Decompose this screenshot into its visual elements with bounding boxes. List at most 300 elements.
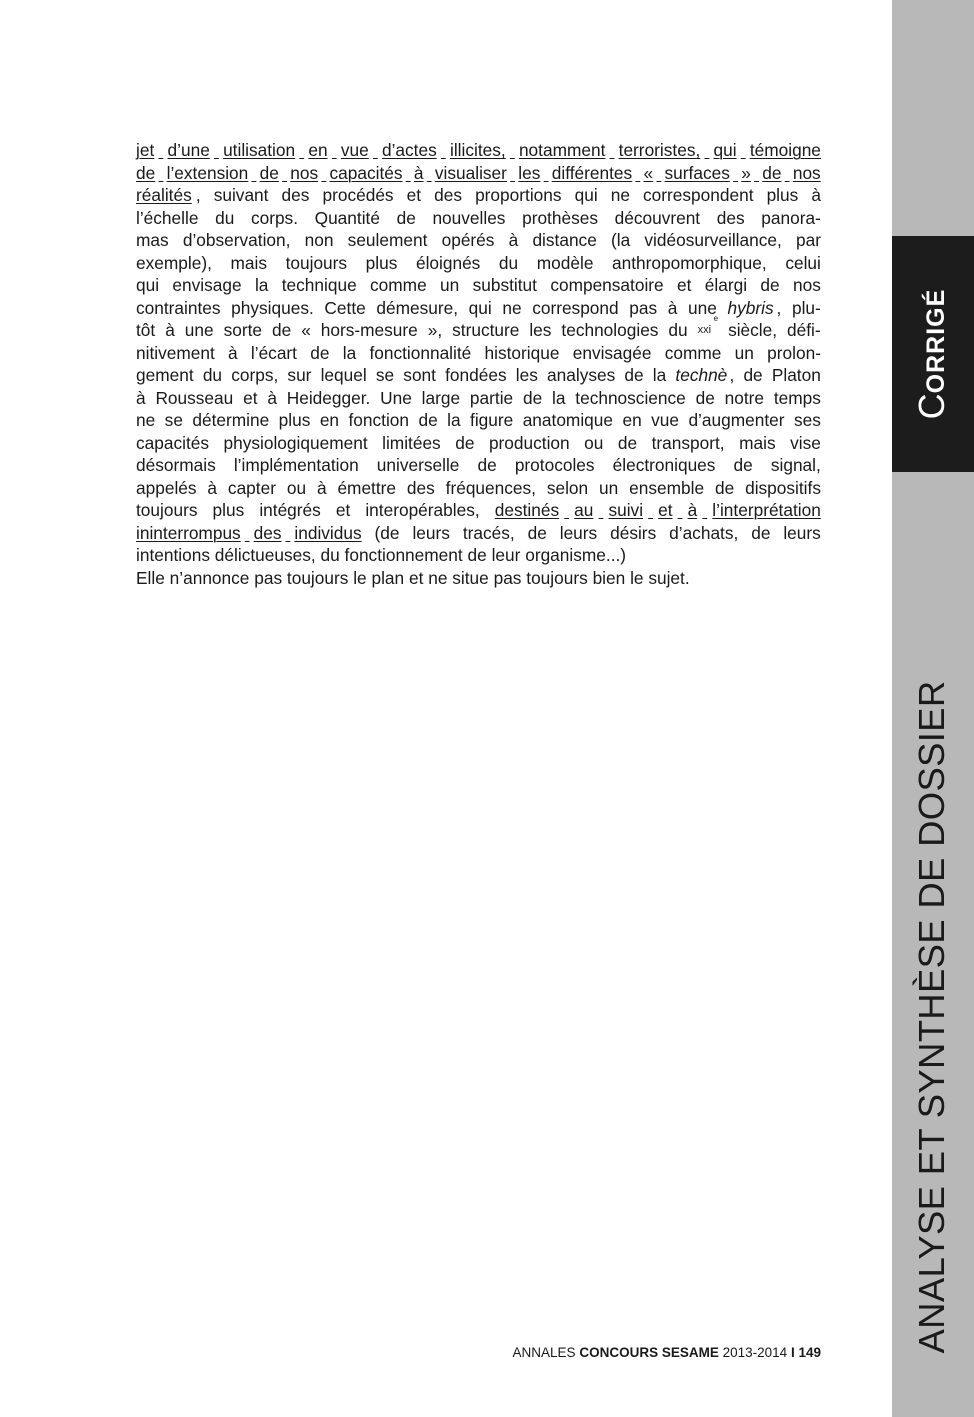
text-word: du — [215, 207, 235, 228]
text-line — [136, 229, 821, 252]
text-word — [204, 207, 209, 230]
text-word: au — [574, 500, 594, 520]
text-word: selon — [546, 477, 589, 498]
text-word — [214, 432, 219, 455]
text-word: se — [375, 365, 395, 385]
text-word: fréquences, — [445, 477, 536, 498]
text-word: une — [688, 297, 717, 318]
footer-concours: CONCOURS SESAME — [579, 1345, 719, 1360]
text-word: élargi — [704, 275, 748, 295]
text-word: et — [658, 500, 673, 520]
text-word: substitut — [472, 275, 537, 295]
text-word — [635, 162, 640, 185]
text-word: de — [522, 387, 543, 408]
text-word — [341, 409, 346, 432]
text-word: désormais — [136, 455, 216, 475]
text-word — [785, 162, 790, 185]
text-word: détermine — [192, 410, 270, 430]
text-word: sur — [287, 365, 312, 385]
text-word: procédés — [322, 185, 394, 205]
text-word: de — [527, 522, 547, 543]
text-word: situe — [452, 567, 489, 588]
text-word: plus — [766, 185, 799, 205]
text-word: partie — [469, 387, 514, 408]
text-word — [784, 274, 789, 297]
text-word — [236, 387, 241, 410]
text-word: plus — [212, 500, 245, 520]
text-word: en — [319, 410, 340, 430]
text-word — [314, 184, 319, 207]
text-word — [660, 297, 665, 320]
text-word: technique — [281, 275, 357, 295]
text-line — [136, 297, 821, 320]
text-word: vue — [651, 410, 679, 430]
text-word: à — [667, 297, 678, 318]
text-word — [438, 477, 443, 500]
text-word — [205, 184, 210, 207]
text-word: plu- — [791, 297, 821, 318]
text-word — [706, 207, 711, 230]
text-word: siècle, — [728, 320, 778, 340]
text-word — [516, 409, 521, 432]
text-word: e — [713, 314, 719, 323]
text-word — [274, 252, 279, 275]
text-word: réalités — [136, 185, 192, 205]
page-footer — [513, 1345, 821, 1360]
text-line — [136, 567, 821, 590]
text-word — [386, 207, 391, 230]
text-word — [148, 387, 153, 410]
text-word: transport, — [651, 432, 725, 453]
text-word — [159, 162, 164, 185]
text-word: signal, — [770, 455, 821, 475]
text-word — [751, 207, 756, 230]
body-text — [136, 139, 821, 589]
text-word — [330, 477, 335, 500]
text-word: de — [396, 207, 416, 228]
text-word — [702, 499, 707, 522]
text-line — [136, 432, 821, 455]
text-word — [634, 184, 639, 207]
text-word — [696, 274, 701, 297]
text-word: analyses — [547, 365, 616, 385]
text-word: à — [165, 320, 175, 340]
text-word — [661, 319, 666, 342]
text-word: et — [406, 185, 422, 205]
text-word — [660, 522, 665, 545]
text-word — [273, 184, 278, 207]
text-word — [648, 499, 653, 522]
text-word — [332, 139, 337, 162]
text-word — [355, 499, 360, 522]
text-word — [608, 432, 613, 455]
text-word — [282, 162, 287, 185]
text-word: défi- — [787, 320, 821, 340]
text-line — [136, 162, 821, 185]
text-word: historique — [484, 342, 560, 363]
text-word — [294, 319, 299, 342]
text-word: en — [308, 140, 328, 160]
text-word — [246, 274, 251, 297]
text-word — [404, 252, 409, 275]
text-word: émettre — [337, 477, 397, 498]
text-word: pas — [493, 567, 522, 588]
text-word: du — [202, 365, 223, 385]
text-word — [599, 499, 604, 522]
text-word: de — [714, 477, 735, 498]
text-word — [668, 274, 673, 297]
text-word — [615, 409, 620, 432]
text-word: la — [652, 365, 667, 385]
text-word: d’actes — [381, 140, 437, 160]
section-title: ANALYSE ET SYNTHÈSE DE DOSSIER — [911, 680, 952, 1354]
text-word: mas — [136, 230, 169, 250]
footer-annales: ANNALES — [512, 1345, 576, 1360]
text-word — [729, 432, 734, 455]
text-word: nos — [792, 275, 821, 295]
text-word: fonctionnalité — [369, 342, 472, 363]
text-word — [454, 522, 459, 545]
text-word — [668, 364, 673, 387]
text-line — [136, 477, 821, 500]
text-word — [286, 522, 291, 545]
text-word: l’extension — [166, 162, 249, 183]
text-word: contraintes — [136, 297, 221, 318]
text-word — [758, 184, 763, 207]
text-word: d’augmenter — [688, 410, 785, 430]
text-word — [422, 207, 427, 230]
text-word: toujours — [136, 500, 198, 520]
text-word: dispositifs — [745, 477, 821, 498]
text-line — [136, 499, 821, 522]
text-word — [398, 184, 403, 207]
text-word: capacités — [136, 432, 210, 453]
text-word: leurs — [412, 522, 450, 543]
text-word — [295, 229, 300, 252]
text-word — [466, 454, 471, 477]
text-word: à — [413, 162, 424, 183]
text-line — [136, 184, 821, 207]
text-word: des — [716, 207, 745, 228]
text-word — [737, 477, 742, 500]
text-word — [774, 252, 779, 275]
text-word: toujours — [285, 252, 348, 273]
text-word — [499, 229, 504, 252]
text-word: la — [342, 342, 357, 363]
text-word — [516, 387, 521, 410]
text-word — [540, 364, 545, 387]
text-line — [136, 409, 821, 432]
corrige-label — [911, 289, 953, 420]
text-word: Elle — [136, 567, 165, 588]
text-word: en — [622, 410, 642, 430]
text-word — [495, 297, 500, 320]
text-word: physiologiquement — [223, 432, 368, 453]
text-word: de — [760, 275, 780, 295]
text-word: , — [729, 365, 735, 385]
text-word: jet — [136, 140, 155, 160]
text-word: prolon- — [767, 342, 821, 363]
text-word: fonctionnement — [344, 545, 463, 565]
text-word: démesure, — [376, 297, 459, 318]
text-word: bien — [592, 567, 626, 588]
text-line — [136, 252, 821, 275]
text-word — [733, 162, 738, 185]
text-word: d’achats, — [669, 522, 739, 543]
text-word — [440, 409, 445, 432]
text-word — [219, 252, 224, 275]
text-word: opérés — [441, 230, 495, 250]
text-word: lequel — [320, 365, 367, 385]
text-word: exemple), — [136, 252, 212, 273]
text-word — [411, 409, 416, 432]
text-word: de — [762, 162, 782, 183]
text-word: à — [508, 230, 519, 250]
text-word: surfaces — [664, 162, 730, 183]
text-word — [461, 297, 466, 320]
text-word — [372, 432, 377, 455]
footer-years: 2013-2014 — [722, 1345, 788, 1360]
text-word: Rousseau — [155, 387, 234, 408]
text-word: à — [316, 477, 327, 498]
text-word — [545, 387, 550, 410]
text-word — [564, 342, 569, 365]
text-word: à — [687, 500, 698, 520]
text-word: suivant — [213, 185, 269, 205]
text-word: toujours — [526, 567, 588, 588]
text-word — [399, 477, 404, 500]
text-word — [446, 432, 451, 455]
text-word — [476, 342, 481, 365]
text-word: de — [418, 410, 438, 430]
text-word — [564, 499, 569, 522]
text-word: de — [617, 432, 638, 453]
text-word: celui — [785, 252, 821, 273]
text-word: ne — [502, 297, 522, 318]
text-word: fonction — [348, 410, 410, 430]
text-word — [544, 162, 549, 185]
text-word: physiques. — [231, 297, 314, 318]
text-line — [136, 387, 821, 410]
text-word: corps. — [250, 207, 298, 228]
text-word — [326, 499, 331, 522]
text-word: à — [136, 387, 146, 408]
text-word — [361, 274, 366, 297]
text-word: proportions — [475, 185, 562, 205]
text-word: nos — [290, 162, 319, 183]
text-word — [554, 319, 559, 342]
text-word — [736, 364, 741, 387]
text-word: Quantité — [314, 207, 380, 228]
text-word — [313, 409, 318, 432]
text-word — [600, 252, 605, 275]
text-word — [601, 454, 606, 477]
text-word: notamment — [518, 140, 606, 160]
text-word: ne — [428, 567, 448, 588]
text-word — [219, 342, 224, 365]
text-word: de — [310, 342, 330, 363]
text-word: appelés — [136, 477, 197, 498]
text-word — [774, 522, 779, 545]
text-word: « — [301, 320, 311, 340]
text-word: de — [467, 545, 487, 565]
text-word — [321, 162, 326, 185]
text-word: du — [668, 320, 688, 340]
corrige-rest: ORRIGÉ — [922, 288, 950, 394]
text-word — [487, 252, 492, 275]
text-word — [420, 319, 425, 342]
text-word: de — [743, 365, 763, 385]
text-line — [136, 544, 821, 567]
text-word: nos — [792, 162, 821, 183]
text-word: technologies — [561, 320, 659, 340]
text-word: l’échelle — [136, 207, 199, 228]
text-word: par — [795, 230, 821, 250]
text-word: un — [599, 477, 619, 498]
text-word — [314, 364, 319, 387]
text-word: de — [455, 432, 475, 453]
text-word: ensemble — [629, 477, 705, 498]
text-word: seulement — [347, 230, 428, 250]
text-word — [299, 139, 304, 162]
text-word: universelle — [376, 455, 460, 475]
text-word — [784, 297, 789, 320]
text-word: un — [440, 275, 460, 295]
text-word: une — [184, 320, 214, 340]
text-word — [309, 477, 314, 500]
text-word — [525, 252, 530, 275]
text-word: leur — [491, 545, 521, 565]
text-word — [272, 409, 277, 432]
text-word: structure — [452, 320, 520, 340]
text-word: tôt — [136, 320, 156, 340]
text-word — [203, 499, 208, 522]
text-word: délictueuses, — [214, 545, 316, 565]
text-word: les — [518, 162, 541, 183]
text-word — [485, 499, 490, 522]
text-word — [463, 387, 468, 410]
text-word — [304, 207, 309, 230]
text-word: corps, — [231, 365, 279, 385]
text-word: organisme...) — [525, 545, 627, 565]
text-word — [780, 319, 785, 342]
text-word: correspond — [532, 297, 619, 318]
text-word: nitivement — [136, 342, 215, 363]
text-word — [222, 454, 227, 477]
text-word: des — [434, 185, 462, 205]
text-word: leurs — [783, 522, 821, 543]
text-word: anatomique — [522, 410, 614, 430]
text-word: comme — [664, 342, 722, 363]
text-word: destinés — [494, 500, 560, 520]
text-word — [466, 184, 471, 207]
text-word: comme — [370, 275, 427, 295]
text-word: de — [695, 387, 715, 408]
text-word: d’observation, — [182, 230, 291, 250]
text-word — [642, 432, 647, 455]
text-word — [707, 477, 712, 500]
text-word — [317, 297, 322, 320]
text-word — [656, 342, 661, 365]
text-word — [432, 229, 437, 252]
text-word: figure — [470, 410, 514, 430]
text-word: plus — [278, 410, 311, 430]
text-word: des — [281, 185, 310, 205]
text-word — [414, 387, 419, 410]
text-word: de — [136, 162, 156, 183]
text-word: de — [624, 365, 644, 385]
text-word — [717, 387, 722, 410]
text-word: ininterrompus — [136, 522, 241, 543]
text-word — [524, 297, 529, 320]
text-word — [681, 409, 686, 432]
text-word — [338, 229, 343, 252]
text-word: et — [335, 500, 351, 520]
text-word: correspondent — [643, 185, 754, 205]
text-word — [591, 477, 596, 500]
text-word: mais — [739, 432, 776, 453]
text-line — [136, 522, 821, 545]
text-word — [601, 522, 606, 545]
text-word — [396, 364, 401, 387]
text-word: (de — [374, 522, 400, 543]
text-word — [787, 409, 792, 432]
text-word — [354, 252, 359, 275]
text-word — [523, 229, 528, 252]
text-word: suivi — [608, 500, 644, 520]
text-word: tracés, — [462, 522, 515, 543]
text-word — [759, 454, 764, 477]
text-word: ne — [610, 185, 630, 205]
text-word — [522, 319, 527, 342]
text-word: , — [776, 297, 782, 318]
text-word — [366, 522, 371, 545]
text-word: utilisation — [223, 140, 296, 160]
text-word — [173, 229, 178, 252]
text-word: interopérables, — [365, 500, 480, 520]
text-word — [334, 342, 339, 365]
text-word: anthropomorphique, — [612, 252, 767, 273]
text-word: gement — [136, 365, 194, 385]
text-word: et — [408, 567, 424, 588]
text-word: envisage — [172, 275, 242, 295]
text-word: la — [552, 387, 566, 408]
text-line — [136, 364, 821, 387]
text-word — [519, 522, 524, 545]
text-word: la — [254, 275, 269, 295]
text-word — [566, 184, 571, 207]
text-word: limitées — [382, 432, 441, 453]
text-word: découvrent — [614, 207, 701, 228]
text-word — [602, 184, 607, 207]
text-word: plus — [365, 252, 398, 273]
text-word — [177, 319, 182, 342]
text-word — [404, 522, 409, 545]
text-word: de — [259, 162, 279, 183]
text-word — [511, 207, 516, 230]
text-word: temps — [773, 387, 821, 408]
text-word: des — [253, 522, 282, 543]
text-word: leurs — [559, 522, 598, 543]
text-word: intentions — [136, 545, 210, 565]
text-word: le — [353, 567, 367, 588]
text-word — [568, 387, 573, 410]
text-word — [510, 139, 515, 162]
text-word: ou — [584, 432, 604, 453]
text-word: mais — [230, 252, 267, 273]
text-word — [646, 364, 651, 387]
text-word — [539, 477, 544, 500]
